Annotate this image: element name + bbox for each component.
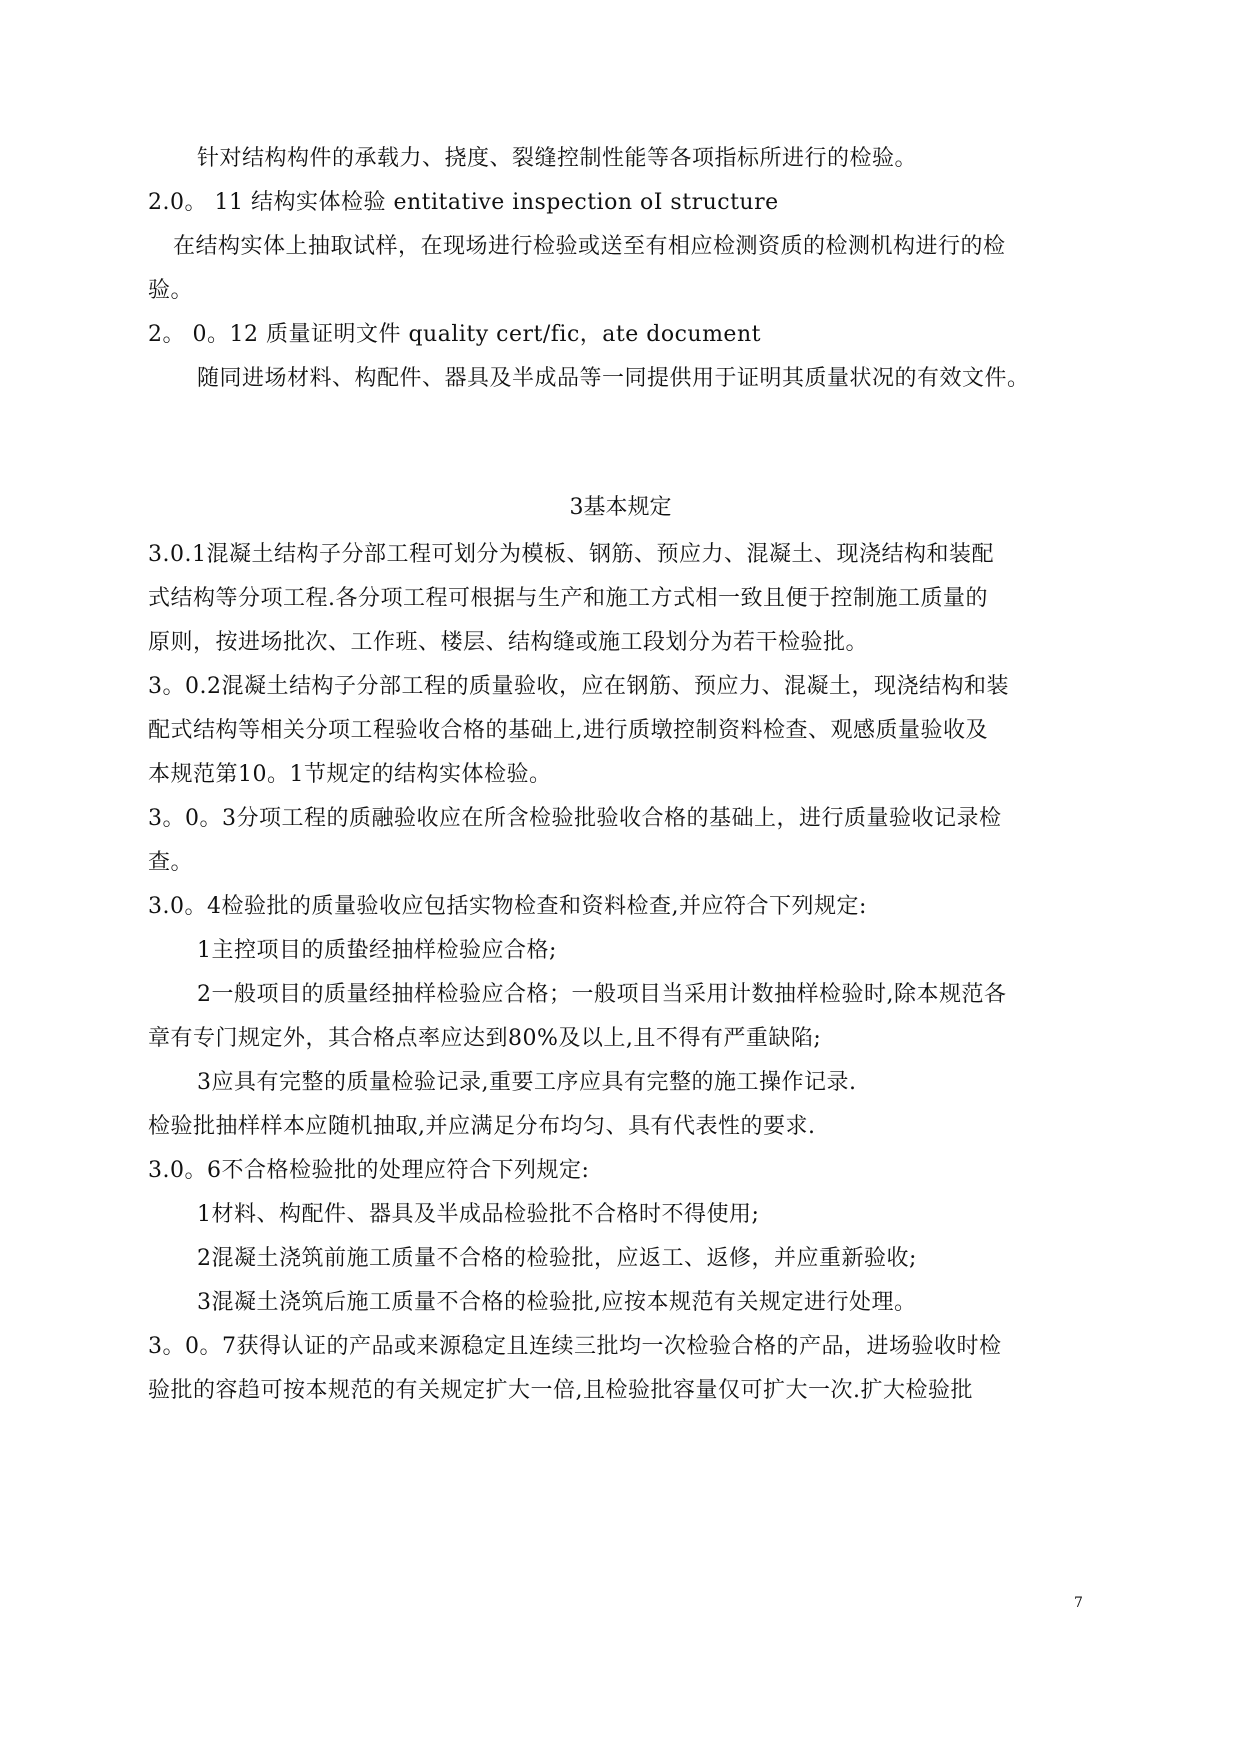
list-item: 1材料、构配件、器具及半成品检验批不合格时不得使用; (197, 1202, 760, 1227)
clause-3-0-2: 3。0.2混凝土结构子分部工程的质量验收，应在钢筋、预应力、混凝土，现浇结构和装 (148, 674, 1009, 699)
section-heading-2-0-12: 2。 0。12 质量证明文件 quality cert/fic，ate document (148, 322, 761, 347)
page-number: 7 (1074, 1595, 1083, 1611)
clause-3-0-3: 3。0。3分项工程的质融验收应在所含检验批验收合格的基础上，进行质量验收记录检 (148, 806, 1002, 831)
clause-3-0-4: 3.0。4检验批的质量验收应包括实物检查和资料检查,并应符合下列规定: (148, 894, 867, 919)
text-line: 配式结构等相关分项工程验收合格的基础上,进行质墩控制资料检查、观感质量验收及 (148, 718, 988, 743)
text-line: 章有专门规定外，其合格点率应达到80%及以上,且不得有严重缺陷; (148, 1026, 822, 1051)
list-item: 3应具有完整的质量检验记录,重要工序应具有完整的施工操作记录. (197, 1070, 857, 1095)
list-item: 2混凝土浇筑前施工质量不合格的检验批，应返工、返修，并应重新验收; (197, 1246, 917, 1271)
text-line: 随同进场材料、构配件、器具及半成品等一同提供用于证明其质量状况的有效文件。 (197, 366, 1030, 391)
list-item: 2一般项目的质量经抽样检验应合格；一般项目当采用计数抽样检验时,除本规范各 (197, 982, 1007, 1007)
text-line: 查。 (148, 850, 194, 875)
text-line: 验批的容趋可按本规范的有关规定扩大一倍,且检验批容量仅可扩大一次.扩大检验批 (148, 1378, 973, 1403)
clause-3-0-1: 3.0.1混凝土结构子分部工程可划分为模板、钢筋、预应力、混凝土、现浇结构和装配 (148, 542, 994, 567)
text-line: 在结构实体上抽取试样，在现场进行检验或送至有相应检测资质的检测机构进行的检 (173, 234, 1006, 259)
text-line: 本规范第10。1节规定的结构实体检验。 (148, 762, 552, 787)
text-line: 式结构等分项工程.各分项工程可根据与生产和施工方式相一致且便于控制施工质量的 (148, 586, 988, 611)
clause-3-0-7: 3。0。7获得认证的产品或来源稳定且连续三批均一次检验合格的产品，进场验收时检 (148, 1334, 1002, 1359)
list-item: 3混凝土浇筑后施工质量不合格的检验批,应按本规范有关规定进行处理。 (197, 1290, 917, 1315)
chapter-title: 3基本规定 (569, 495, 672, 520)
section-heading-2-0-11: 2.0。 11 结构实体检验 entitative inspection oI structure (148, 190, 779, 215)
clause-3-0-6: 3.0。6不合格检验批的处理应符合下列规定: (148, 1158, 590, 1183)
text-line: 验。 (148, 278, 194, 303)
list-item: 1主控项目的质蛰经抽样检验应合格; (197, 938, 557, 963)
text-line: 检验批抽样样本应随机抽取,并应满足分布均匀、具有代表性的要求. (148, 1114, 816, 1139)
text-line: 原则，按进场批次、工作班、楼层、结构缝或施工段划分为若干检验批。 (148, 630, 869, 655)
text-line: 针对结构构件的承载力、挠度、裂缝控制性能等各项指标所进行的检验。 (197, 146, 918, 171)
